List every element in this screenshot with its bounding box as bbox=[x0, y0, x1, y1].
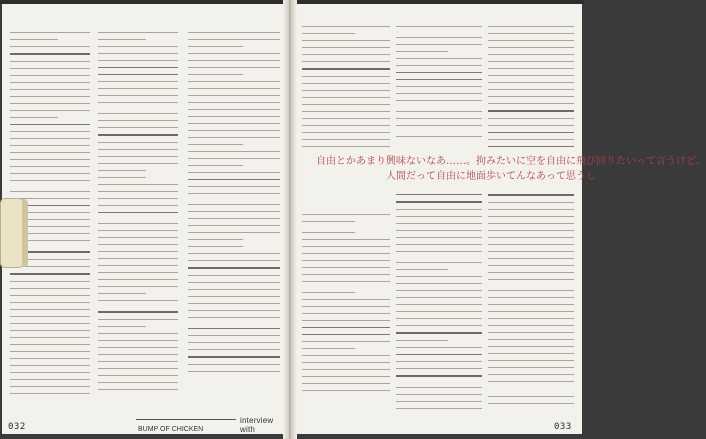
text-line bbox=[302, 214, 390, 215]
text-line bbox=[98, 212, 178, 213]
text-line bbox=[302, 33, 355, 34]
text-line bbox=[488, 216, 574, 217]
text-line bbox=[302, 362, 390, 363]
text-line bbox=[488, 33, 574, 34]
text-line bbox=[10, 379, 90, 380]
text-line bbox=[188, 328, 280, 329]
text-line bbox=[98, 300, 178, 301]
text-line bbox=[396, 230, 482, 231]
text-line bbox=[98, 163, 178, 164]
text-line bbox=[98, 46, 178, 47]
text-line bbox=[396, 361, 482, 362]
text-line bbox=[188, 165, 243, 166]
text-line bbox=[488, 279, 574, 280]
text-line bbox=[488, 325, 574, 326]
right-bottom-col-3 bbox=[488, 194, 574, 410]
text-line bbox=[10, 82, 90, 83]
text-line bbox=[98, 39, 146, 40]
text-line bbox=[396, 244, 482, 245]
text-line bbox=[10, 180, 90, 181]
text-line bbox=[488, 223, 574, 224]
text-line bbox=[10, 124, 90, 125]
band-credit: BUMP OF CHICKEN bbox=[138, 426, 204, 433]
text-line bbox=[10, 316, 90, 317]
text-line bbox=[488, 251, 574, 252]
pull-quote-line-1: 自由とかあまり興味ないなあ……。拘みたいに空を自由に飛び回りたいって言うけど、 bbox=[316, 156, 706, 167]
text-line bbox=[488, 258, 574, 259]
text-line bbox=[488, 75, 574, 76]
text-line bbox=[302, 221, 355, 222]
text-line bbox=[10, 68, 90, 69]
text-line bbox=[188, 232, 280, 233]
text-line bbox=[488, 311, 574, 312]
text-line bbox=[188, 32, 280, 33]
text-line bbox=[10, 39, 58, 40]
text-line bbox=[396, 79, 482, 80]
text-line bbox=[396, 111, 482, 112]
text-line bbox=[396, 37, 482, 38]
text-line bbox=[10, 89, 90, 90]
text-line bbox=[488, 346, 574, 347]
text-line bbox=[396, 44, 482, 45]
text-line bbox=[188, 239, 243, 240]
text-line bbox=[98, 170, 146, 171]
text-line bbox=[488, 26, 574, 27]
text-line bbox=[10, 323, 90, 324]
text-line bbox=[396, 26, 482, 27]
text-line bbox=[98, 81, 178, 82]
text-line bbox=[396, 209, 482, 210]
text-line bbox=[488, 103, 574, 104]
text-line bbox=[396, 318, 482, 319]
speaker-marker bbox=[188, 356, 280, 358]
text-line bbox=[396, 237, 482, 238]
text-line bbox=[10, 103, 90, 104]
text-line bbox=[396, 387, 482, 388]
left-col-2 bbox=[98, 32, 178, 396]
text-line bbox=[396, 297, 482, 298]
text-line bbox=[396, 269, 448, 270]
right-page bbox=[292, 4, 706, 434]
text-line bbox=[188, 303, 280, 304]
text-line bbox=[488, 82, 574, 83]
text-line bbox=[10, 337, 90, 338]
text-line bbox=[98, 293, 146, 294]
text-line bbox=[188, 123, 280, 124]
text-line bbox=[98, 340, 178, 341]
text-line bbox=[396, 283, 482, 284]
text-line bbox=[188, 371, 280, 372]
text-line bbox=[488, 265, 574, 266]
text-line bbox=[10, 61, 90, 62]
section-label: interview with bbox=[240, 416, 274, 434]
speaker-marker bbox=[396, 201, 482, 203]
text-line bbox=[488, 89, 574, 90]
text-line bbox=[188, 67, 280, 68]
text-line bbox=[488, 403, 574, 404]
text-line bbox=[488, 396, 574, 397]
text-line bbox=[302, 369, 390, 370]
text-line bbox=[488, 374, 574, 375]
text-line bbox=[302, 76, 390, 77]
text-line bbox=[188, 310, 280, 311]
text-line bbox=[98, 244, 178, 245]
text-line bbox=[396, 251, 482, 252]
text-line bbox=[188, 88, 280, 89]
text-line bbox=[396, 65, 482, 66]
text-line bbox=[488, 304, 574, 305]
text-line bbox=[396, 290, 482, 291]
text-line bbox=[188, 335, 280, 336]
text-line bbox=[98, 286, 178, 287]
text-line bbox=[188, 225, 280, 226]
text-line bbox=[98, 251, 178, 252]
text-line bbox=[302, 383, 390, 384]
text-line bbox=[396, 51, 448, 52]
text-line bbox=[396, 304, 482, 305]
text-line bbox=[10, 365, 90, 366]
text-line bbox=[488, 353, 574, 354]
speaker-marker bbox=[10, 53, 90, 55]
text-line bbox=[10, 191, 90, 192]
text-line bbox=[302, 327, 390, 328]
right-top-col-1 bbox=[302, 26, 390, 153]
text-line bbox=[302, 90, 390, 91]
text-line bbox=[302, 26, 390, 27]
text-line bbox=[98, 279, 178, 280]
text-line bbox=[488, 237, 574, 238]
text-line bbox=[302, 97, 390, 98]
text-line bbox=[396, 262, 482, 263]
text-line bbox=[302, 260, 390, 261]
text-line bbox=[302, 54, 390, 55]
text-line bbox=[188, 53, 280, 54]
text-line bbox=[396, 368, 482, 369]
text-line bbox=[10, 145, 90, 146]
text-line bbox=[488, 290, 574, 291]
text-line bbox=[188, 81, 280, 82]
speaker-marker bbox=[396, 332, 482, 334]
text-line bbox=[488, 360, 574, 361]
text-line bbox=[98, 102, 178, 103]
left-page-number: 032 bbox=[8, 422, 26, 432]
text-line bbox=[488, 339, 574, 340]
text-line bbox=[302, 125, 390, 126]
left-col-3 bbox=[188, 32, 280, 378]
text-line bbox=[396, 58, 482, 59]
text-line bbox=[488, 332, 574, 333]
text-line bbox=[98, 156, 178, 157]
text-line bbox=[302, 320, 390, 321]
text-line bbox=[10, 173, 90, 174]
text-line bbox=[98, 333, 178, 334]
text-line bbox=[10, 159, 90, 160]
text-line bbox=[302, 61, 390, 62]
text-line bbox=[98, 368, 178, 369]
text-line bbox=[302, 146, 390, 147]
text-line bbox=[10, 344, 90, 345]
text-line bbox=[396, 100, 482, 101]
text-line bbox=[188, 172, 280, 173]
text-line bbox=[188, 282, 280, 283]
text-line bbox=[188, 275, 280, 276]
text-line bbox=[302, 306, 390, 307]
text-line bbox=[188, 95, 280, 96]
text-line bbox=[396, 223, 482, 224]
text-line bbox=[188, 260, 280, 261]
text-line bbox=[10, 46, 90, 47]
text-line bbox=[98, 127, 178, 128]
text-line bbox=[98, 354, 178, 355]
text-line bbox=[302, 111, 390, 112]
text-line bbox=[488, 132, 574, 133]
text-line bbox=[10, 358, 90, 359]
text-line bbox=[188, 116, 280, 117]
text-line bbox=[10, 166, 90, 167]
pull-quote-line-2: 人間だって自由に地面歩いてんなあって思うし bbox=[386, 171, 596, 182]
text-line bbox=[10, 32, 90, 33]
text-line bbox=[10, 138, 90, 139]
speaker-marker bbox=[98, 311, 178, 313]
speaker-marker bbox=[302, 68, 390, 70]
text-line bbox=[98, 205, 178, 206]
text-line bbox=[488, 40, 574, 41]
text-line bbox=[396, 93, 482, 94]
text-line bbox=[488, 202, 574, 203]
text-line bbox=[188, 289, 280, 290]
text-line bbox=[302, 83, 390, 84]
text-line bbox=[488, 68, 574, 69]
text-line bbox=[302, 132, 390, 133]
text-line bbox=[98, 237, 178, 238]
text-line bbox=[488, 272, 574, 273]
text-line bbox=[488, 381, 574, 382]
text-line bbox=[10, 295, 90, 296]
text-line bbox=[302, 104, 390, 105]
text-line bbox=[98, 191, 178, 192]
text-line bbox=[302, 274, 390, 275]
text-line bbox=[10, 131, 90, 132]
text-line bbox=[302, 267, 390, 268]
spread-gutter bbox=[283, 0, 297, 439]
text-line bbox=[98, 258, 178, 259]
text-line bbox=[302, 246, 390, 247]
speaker-marker bbox=[188, 267, 280, 269]
text-line bbox=[98, 272, 178, 273]
text-line bbox=[396, 194, 482, 195]
text-line bbox=[396, 408, 482, 409]
text-line bbox=[302, 232, 355, 233]
text-line bbox=[188, 179, 280, 180]
text-line bbox=[188, 158, 280, 159]
text-line bbox=[488, 96, 574, 97]
text-line bbox=[188, 253, 280, 254]
text-line bbox=[302, 313, 390, 314]
text-line bbox=[488, 230, 574, 231]
text-line bbox=[488, 54, 574, 55]
text-line bbox=[98, 120, 178, 121]
text-line bbox=[302, 348, 355, 349]
text-line bbox=[302, 253, 390, 254]
text-line bbox=[188, 317, 280, 318]
text-line bbox=[396, 276, 482, 277]
text-line bbox=[488, 146, 574, 147]
text-line bbox=[188, 246, 243, 247]
text-line bbox=[302, 390, 390, 391]
text-line bbox=[396, 216, 482, 217]
left-page bbox=[2, 4, 288, 434]
text-line bbox=[396, 401, 482, 402]
text-line bbox=[10, 302, 90, 303]
text-line bbox=[10, 372, 90, 373]
text-line bbox=[302, 341, 390, 342]
text-line bbox=[98, 382, 178, 383]
text-line bbox=[302, 139, 390, 140]
text-line bbox=[98, 230, 178, 231]
text-line bbox=[188, 109, 280, 110]
text-line bbox=[98, 223, 178, 224]
text-line bbox=[396, 340, 448, 341]
text-line bbox=[98, 113, 178, 114]
text-line bbox=[10, 393, 90, 394]
text-line bbox=[98, 142, 178, 143]
speaker-marker bbox=[98, 134, 178, 136]
text-line bbox=[302, 355, 390, 356]
text-line bbox=[488, 318, 574, 319]
text-line bbox=[98, 60, 178, 61]
text-line bbox=[188, 186, 280, 187]
text-line bbox=[302, 47, 390, 48]
text-line bbox=[188, 137, 280, 138]
right-top-col-3 bbox=[488, 26, 574, 153]
text-line bbox=[10, 281, 90, 282]
text-line bbox=[98, 326, 146, 327]
text-line bbox=[396, 354, 482, 355]
scroll-thumb[interactable] bbox=[0, 198, 24, 268]
text-line bbox=[188, 211, 280, 212]
text-line bbox=[98, 198, 178, 199]
text-line bbox=[98, 88, 178, 89]
text-line bbox=[98, 74, 178, 75]
interview-rule bbox=[136, 419, 236, 420]
text-line bbox=[396, 72, 482, 73]
text-line bbox=[488, 125, 574, 126]
text-line bbox=[98, 265, 178, 266]
text-line bbox=[188, 74, 243, 75]
text-line bbox=[98, 53, 178, 54]
text-line bbox=[188, 218, 280, 219]
text-line bbox=[98, 389, 178, 390]
text-line bbox=[488, 139, 574, 140]
text-line bbox=[188, 204, 280, 205]
text-line bbox=[188, 102, 280, 103]
right-page-number: 033 bbox=[554, 422, 572, 432]
text-line bbox=[488, 297, 574, 298]
text-line bbox=[98, 67, 178, 68]
text-line bbox=[98, 95, 178, 96]
text-line bbox=[188, 349, 280, 350]
text-line bbox=[302, 292, 355, 293]
text-line bbox=[10, 152, 90, 153]
text-line bbox=[10, 75, 90, 76]
text-line bbox=[188, 342, 280, 343]
text-line bbox=[302, 376, 390, 377]
text-line bbox=[10, 288, 90, 289]
text-line bbox=[10, 386, 90, 387]
text-line bbox=[488, 209, 574, 210]
text-line bbox=[188, 46, 243, 47]
text-line bbox=[188, 193, 280, 194]
text-line bbox=[488, 61, 574, 62]
text-line bbox=[10, 351, 90, 352]
speaker-marker bbox=[10, 273, 90, 275]
text-line bbox=[396, 125, 482, 126]
text-line bbox=[98, 361, 178, 362]
text-line bbox=[302, 40, 390, 41]
right-top-col-2 bbox=[396, 26, 482, 143]
text-line bbox=[396, 136, 482, 137]
text-line bbox=[10, 309, 90, 310]
text-line bbox=[396, 347, 482, 348]
text-line bbox=[188, 39, 280, 40]
text-line bbox=[302, 281, 390, 282]
text-line bbox=[188, 130, 280, 131]
text-line bbox=[188, 60, 280, 61]
text-line bbox=[488, 244, 574, 245]
text-line bbox=[488, 47, 574, 48]
text-line bbox=[98, 149, 178, 150]
text-line bbox=[302, 299, 390, 300]
text-line bbox=[98, 375, 178, 376]
text-line bbox=[302, 334, 390, 335]
text-line bbox=[302, 239, 390, 240]
text-line bbox=[98, 177, 146, 178]
speaker-marker bbox=[488, 194, 574, 196]
text-line bbox=[396, 86, 482, 87]
speaker-marker bbox=[488, 110, 574, 112]
speaker-marker bbox=[396, 375, 482, 377]
text-line bbox=[98, 347, 178, 348]
text-line bbox=[488, 367, 574, 368]
text-line bbox=[10, 117, 58, 118]
text-line bbox=[302, 118, 390, 119]
text-line bbox=[188, 151, 280, 152]
text-line bbox=[10, 330, 90, 331]
text-line bbox=[10, 110, 90, 111]
right-bottom-col-1 bbox=[302, 194, 390, 397]
text-line bbox=[396, 394, 482, 395]
text-line bbox=[98, 32, 178, 33]
pull-quote bbox=[316, 154, 706, 184]
text-line bbox=[396, 311, 482, 312]
text-line bbox=[188, 144, 243, 145]
text-line bbox=[98, 319, 178, 320]
text-line bbox=[396, 325, 482, 326]
text-line bbox=[488, 118, 574, 119]
text-line bbox=[98, 184, 178, 185]
text-line bbox=[188, 296, 280, 297]
text-line bbox=[188, 364, 280, 365]
text-line bbox=[396, 118, 482, 119]
right-bottom-col-2 bbox=[396, 194, 482, 415]
text-line bbox=[10, 96, 90, 97]
